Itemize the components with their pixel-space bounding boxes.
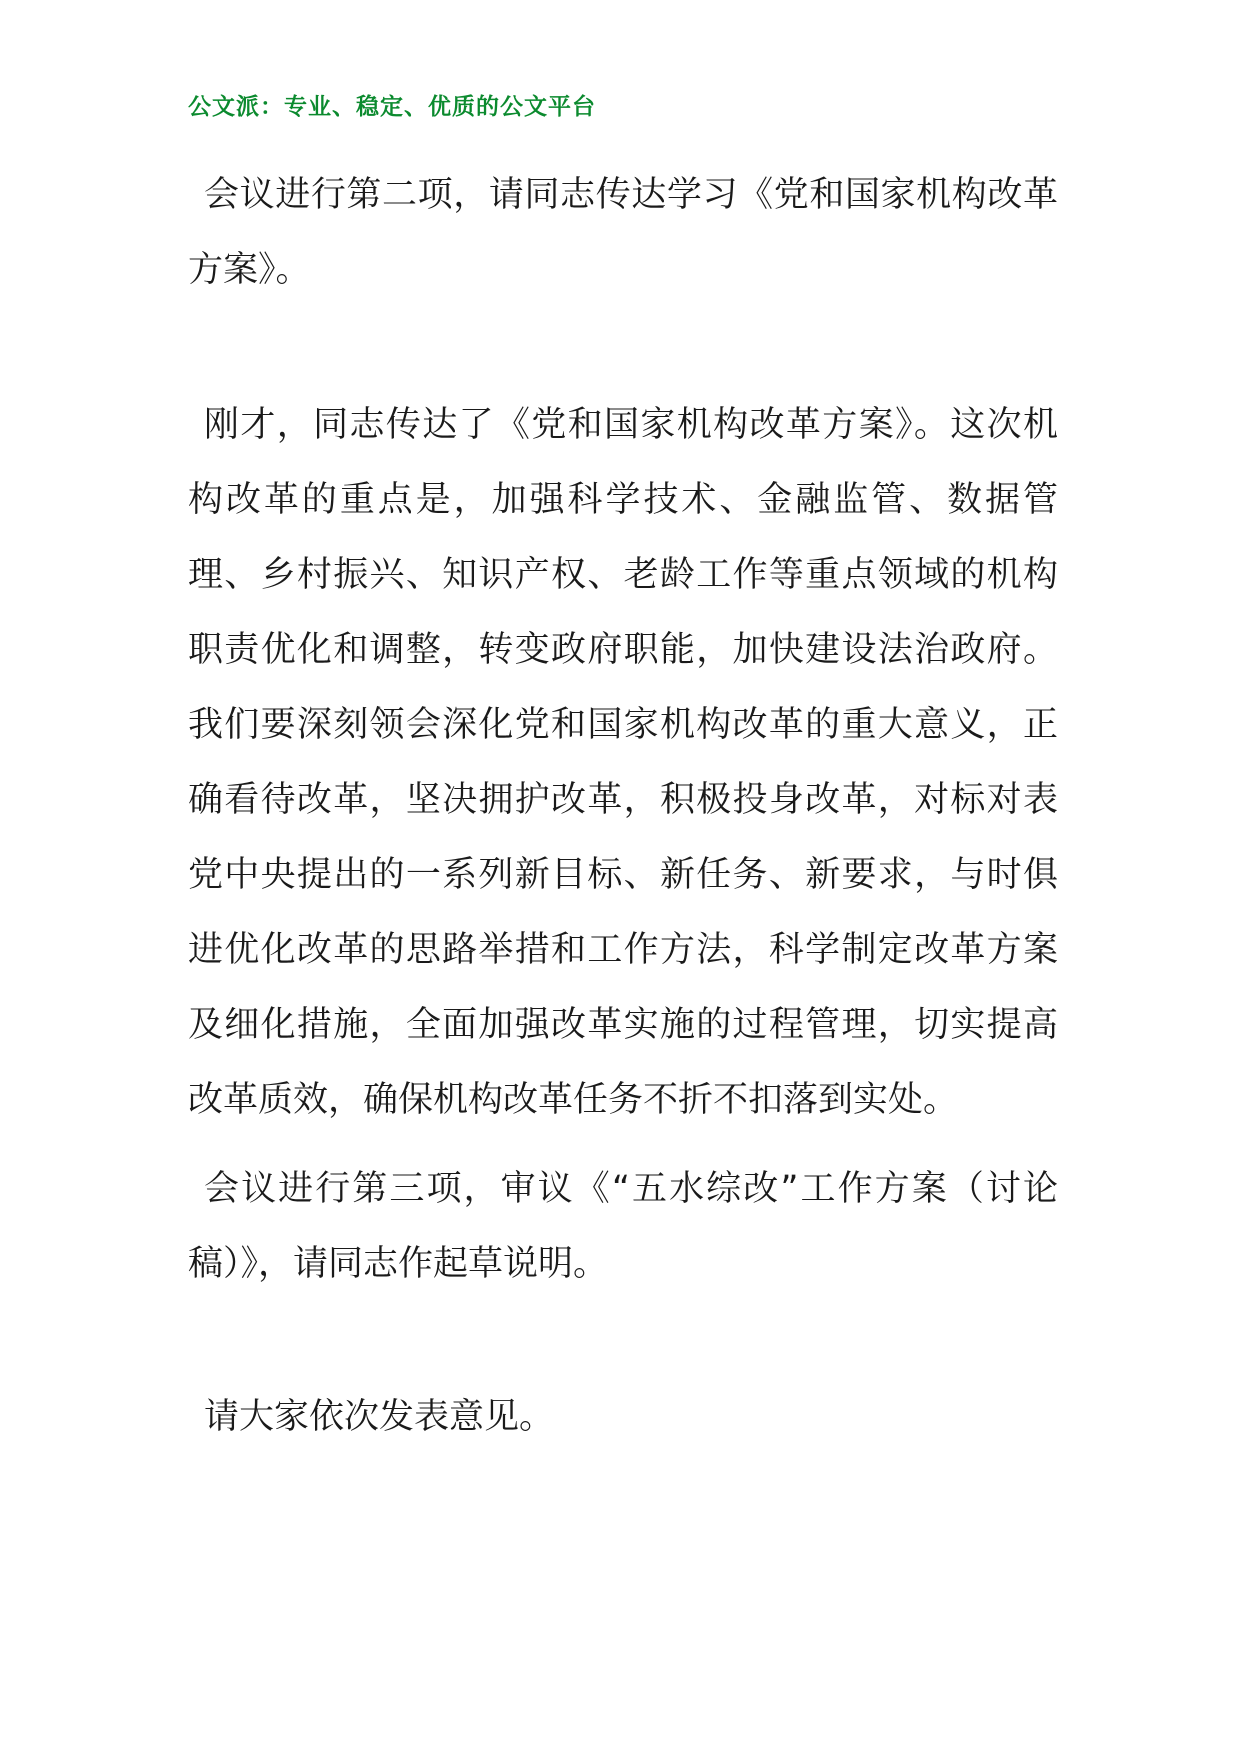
paragraph-item-3: 会议进行第三项，审议《“五水综改”工作方案（讨论稿）》，请同志作起草说明。 <box>188 1169 1058 1284</box>
site-header-banner: 公文派：专业、稳定、优质的公文平台 <box>188 93 596 120</box>
paragraph-item-2: 会议进行第二项，请同志传达学习《党和国家机构改革方案》。 <box>188 175 1058 290</box>
paragraph-discussion: 请大家依次发表意见。 <box>204 1397 555 1437</box>
paragraph-reform-summary: 刚才，同志传达了《党和国家机构改革方案》。这次机构改革的重点是，加强科学技术、金融监管、数据管理、乡村振兴、知识产权、老龄工作等重点领域的机构职责优化和调整，转变政府职能，加快建设法治政府。我们要深刻领会深化党和国家机构改革的重大意义，正确看待改革，坚决拥护改革，积极投身改革，对标对表党中央提出的一系列新目标、新任务、新要求，与时俱进优化改革的思路举措和工作方法，科学制定改革方案及细化措施，全面加强改革实施的过程管理，切实提高改革质效，确保机构改革任务不折不扣落到实处。 <box>188 405 1058 1120</box>
